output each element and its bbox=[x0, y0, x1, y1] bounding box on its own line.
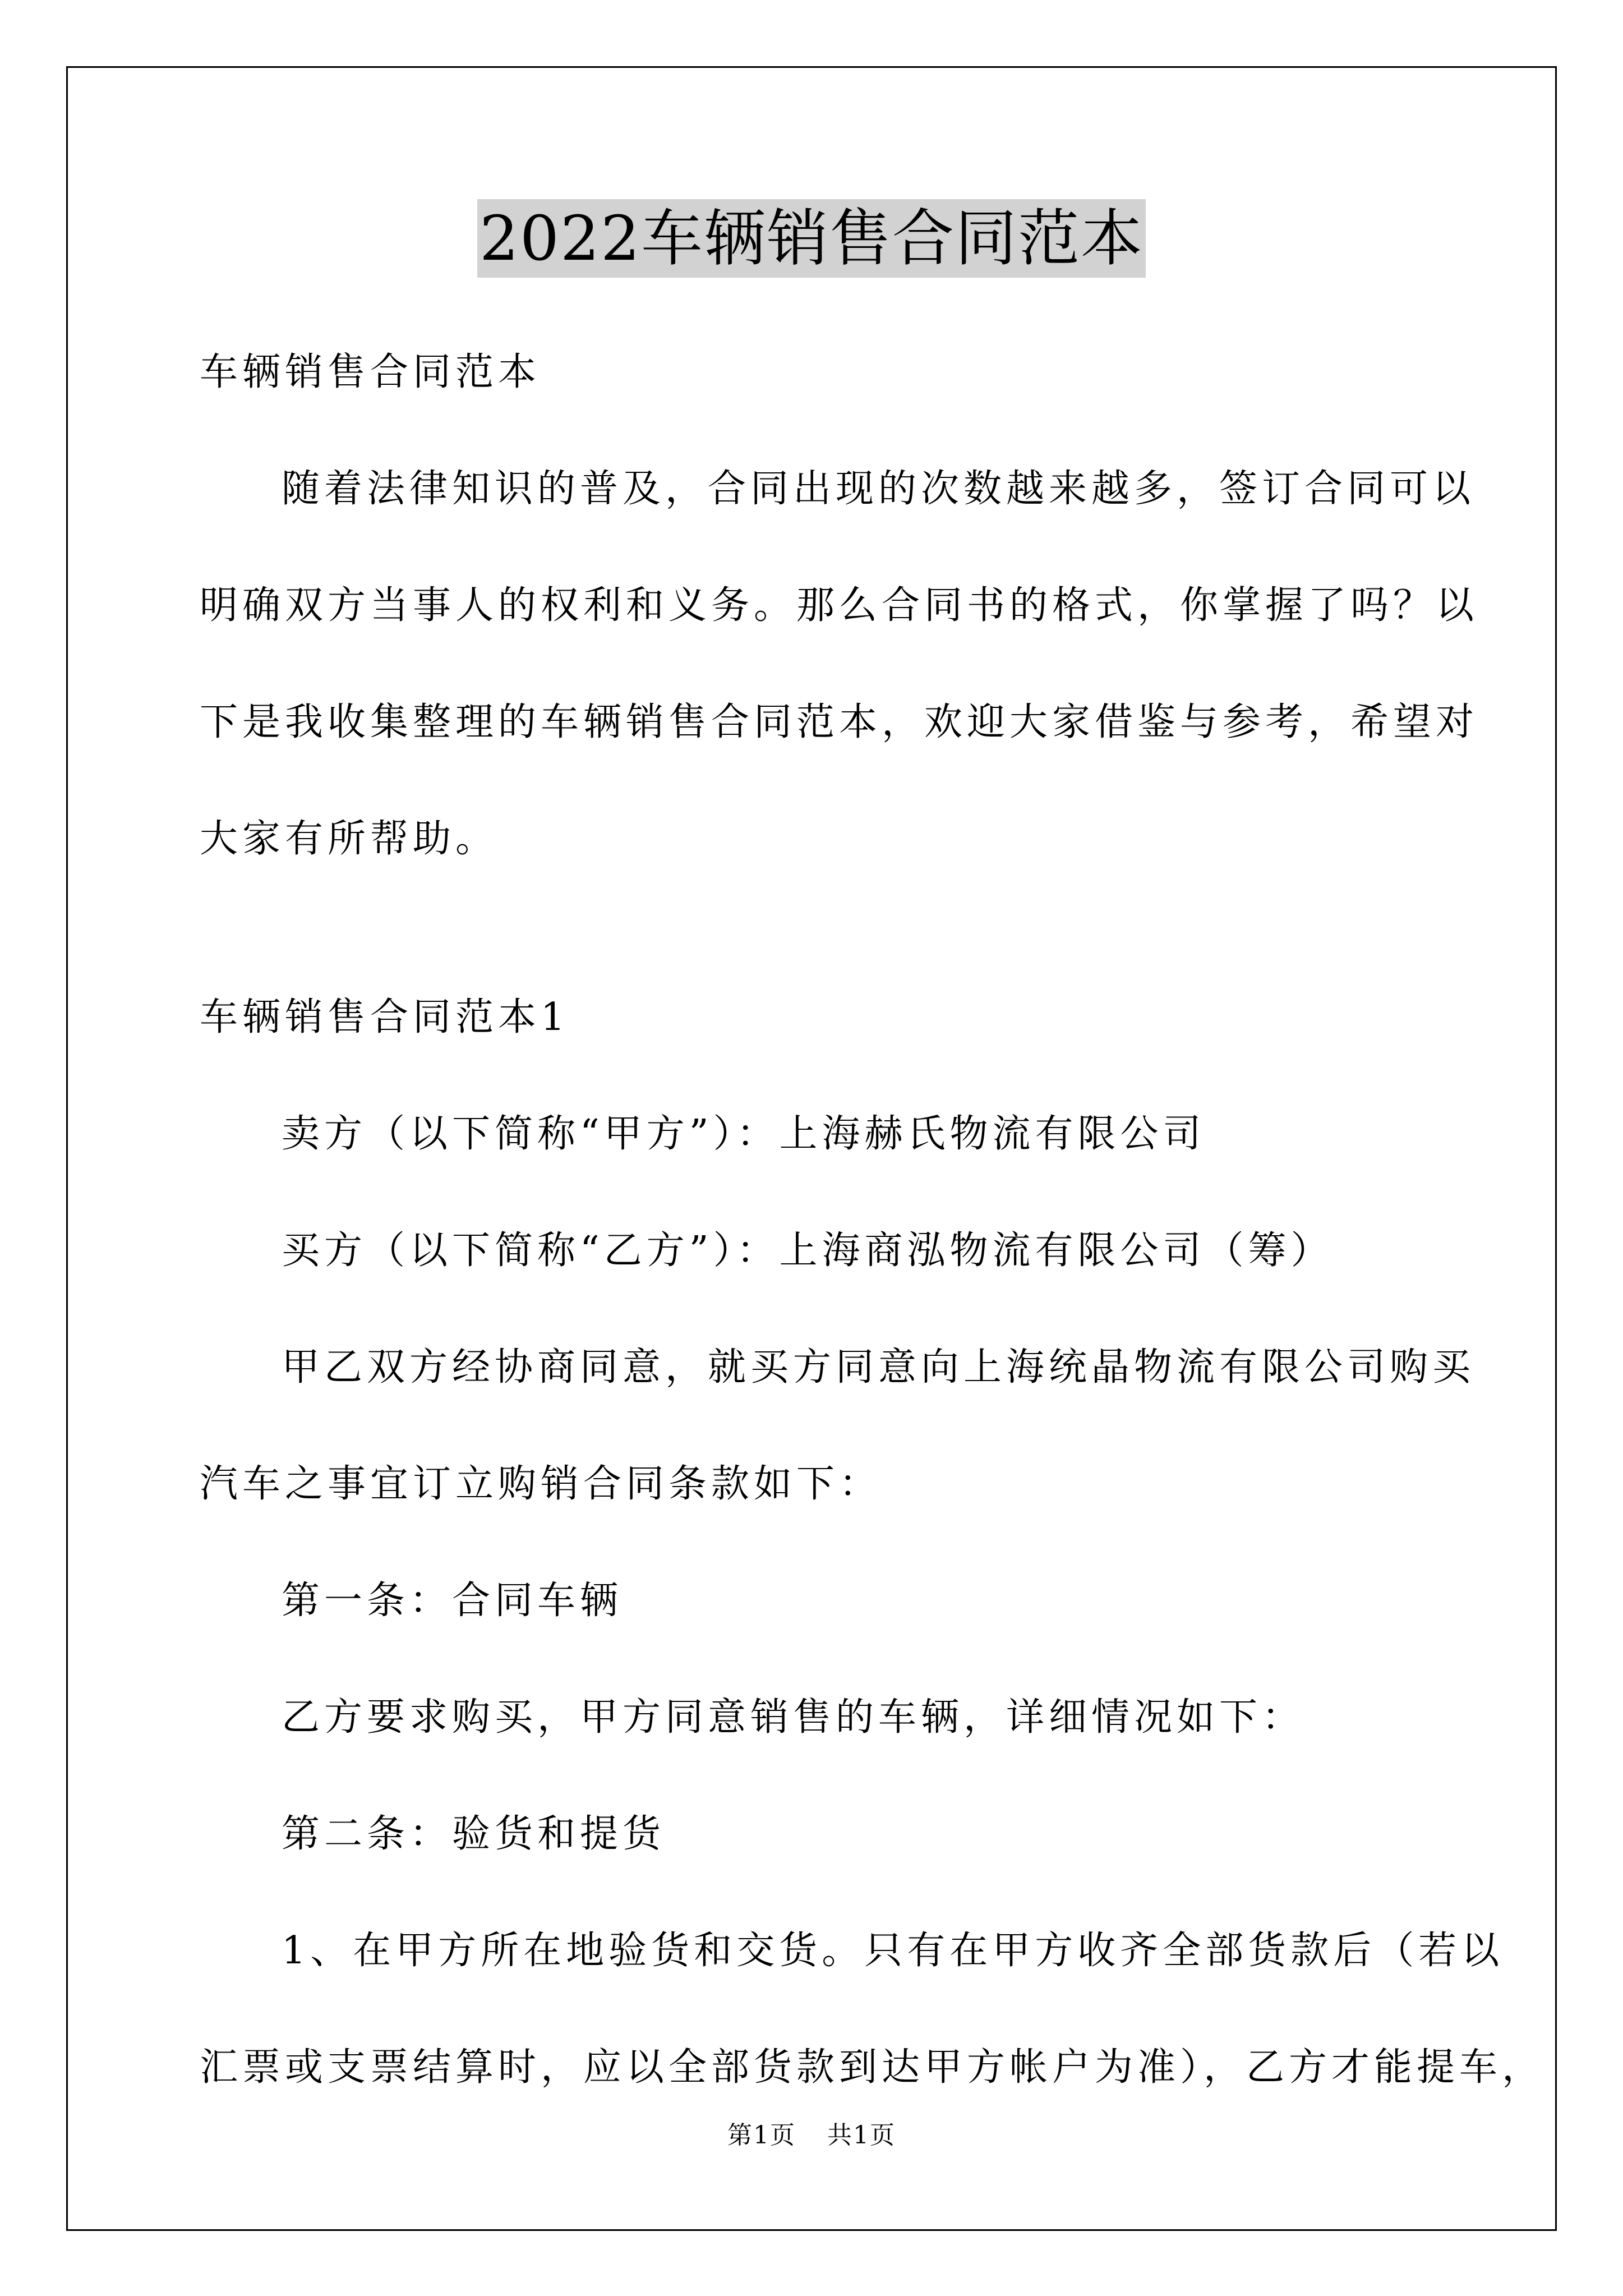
paragraph-line: 下是我收集整理的车辆销售合同范本，欢迎大家借鉴与参考，希望对 bbox=[200, 700, 1479, 744]
paragraph-line: 1、在甲方所在地验货和交货。只有在甲方收齐全部货款后（若以 bbox=[282, 1929, 1504, 1973]
paragraph-line: 明确双方当事人的权利和义务。那么合同书的格式，你掌握了吗？以 bbox=[200, 583, 1479, 628]
page-total: 共1页 bbox=[827, 2121, 896, 2150]
article-heading: 第二条：验货和提货 bbox=[282, 1812, 666, 1856]
page-footer bbox=[0, 2115, 1623, 2151]
page-number: 第1页 bbox=[727, 2121, 796, 2150]
article-heading: 第一条：合同车辆 bbox=[282, 1579, 623, 1623]
paragraph-line: 大家有所帮助。 bbox=[200, 817, 499, 861]
paragraph-line: 汽车之事宜订立购销合同条款如下： bbox=[200, 1462, 882, 1506]
document-title: 2022车辆销售合同范本 bbox=[477, 199, 1146, 278]
paragraph-line: 汇票或支票结算时，应以全部货款到达甲方帐户为准），乙方才能提车， bbox=[200, 2045, 1545, 2090]
document-body bbox=[200, 314, 1545, 2126]
paragraph-line: 随着法律知识的普及，合同出现的次数越来越多，签订合同可以 bbox=[282, 467, 1476, 511]
paragraph-line: 甲乙双方经协商同意，就买方同意向上海统晶物流有限公司购买 bbox=[282, 1345, 1476, 1389]
buyer-line: 买方（以下简称“乙方”）：上海商泓物流有限公司（筹） bbox=[282, 1228, 1334, 1273]
heading-line: 车辆销售合同范本 bbox=[200, 350, 541, 394]
seller-line: 卖方（以下简称“甲方”）：上海赫氏物流有限公司 bbox=[282, 1112, 1206, 1156]
paragraph-line: 乙方要求购买，甲方同意销售的车辆，详细情况如下： bbox=[282, 1695, 1305, 1740]
section-gap bbox=[200, 898, 1433, 959]
title-container bbox=[0, 199, 1623, 278]
section-heading: 车辆销售合同范本1 bbox=[200, 995, 570, 1039]
